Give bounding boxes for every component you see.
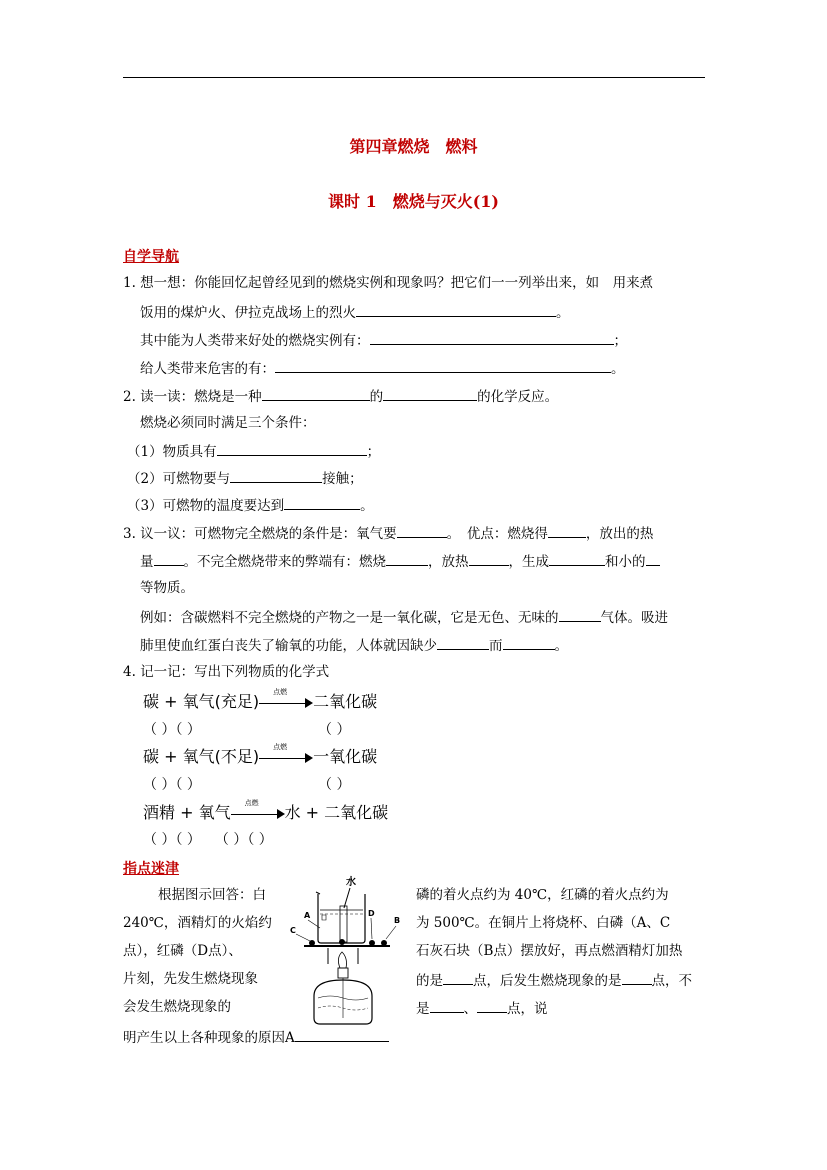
chapter-title: 第四章燃烧 燃料 <box>349 137 478 156</box>
q3-line1-text: 3. 议一议：可燃物完全燃烧的条件是：氧气要 <box>123 526 397 542</box>
eq1-reactants: 碳 + 氧气(充足) <box>143 692 260 711</box>
eq2-parens-right[interactable]: （ ） <box>318 777 351 793</box>
eq3-products: 水 + 二氧化碳 <box>284 803 389 822</box>
q3-line2-text: 量 <box>140 554 154 570</box>
fig-label-water: 水 <box>346 877 356 888</box>
eq1-parens-left[interactable]: （ ）（ ） <box>143 722 201 738</box>
q2-cond1-text: （1）物质具有 <box>127 444 217 460</box>
tips-right-line1: 磷的着火点约为 40℃，红磷的着火点约为 <box>416 887 669 903</box>
eq3-reactants: 酒精 + 氧气 <box>143 803 231 822</box>
eq3-parens[interactable]: （ ）（ ） （ ）（ ） <box>143 832 273 848</box>
q2-line1-text: 2. 读一读：燃烧是一种 <box>123 389 262 405</box>
blank-q3-small[interactable] <box>646 551 660 566</box>
blank-q3-gas[interactable] <box>559 607 601 622</box>
blank-no-burn-2[interactable] <box>477 998 507 1013</box>
tips-right5-a: 是 <box>416 1001 430 1017</box>
equation-1 <box>143 689 377 712</box>
blank-q1-beneficial[interactable] <box>370 330 614 345</box>
tips-right-line5 <box>416 998 548 1018</box>
tips-right5-b: 、 <box>463 1001 477 1017</box>
q3-line5-text: 肺里使血红蛋白丧失了输氧的功能，人体就因缺少 <box>140 638 437 654</box>
eq1-parens-right[interactable]: （ ） <box>318 722 351 738</box>
q3-line1 <box>123 523 653 543</box>
fig-label-A: A <box>304 911 311 920</box>
blank-q2-b[interactable] <box>383 386 477 401</box>
blank-q3-lack[interactable] <box>437 635 489 650</box>
q2-cond1 <box>127 441 380 461</box>
reaction-arrow-icon <box>231 798 285 821</box>
q3-line1-end: ，放出的热 <box>585 526 654 542</box>
q3-line1-mid: 。 优点：燃烧得 <box>446 526 548 542</box>
q3-line2 <box>140 551 660 571</box>
section-heading-tips: 指点迷津 <box>123 861 179 877</box>
blank-q1-examples[interactable] <box>356 302 556 317</box>
q2-line1-end: 的化学反应。 <box>477 389 559 405</box>
q2-line1 <box>123 386 558 406</box>
blank-q3-burn[interactable] <box>548 523 586 538</box>
q1-line3-text: 其中能为人类带来好处的燃烧实例有： <box>140 333 370 349</box>
q3-line2-d: ，生成 <box>508 554 549 570</box>
q1-line3-end: ； <box>613 333 627 349</box>
q3-line2-e: 和小的 <box>605 554 646 570</box>
tips-left-line3: 点），红磷（D点）、 <box>123 943 242 959</box>
reaction-arrow-icon <box>259 742 313 765</box>
q2-line2: 燃烧必须同时满足三个条件： <box>140 415 316 431</box>
tips-left-line1: 根据图示回答：白 <box>158 887 266 903</box>
q2-cond2 <box>127 468 363 488</box>
tips-right4-c: 点，不 <box>651 973 692 989</box>
eq2-parens-left[interactable]: （ ）（ ） <box>143 777 201 793</box>
blank-q3-burn2[interactable] <box>386 551 428 566</box>
blank-q3-result[interactable] <box>503 635 555 650</box>
q3-line4 <box>140 607 668 627</box>
tips-right-line3: 石灰石块（B点）摆放好，再点燃酒精灯加热 <box>416 943 683 959</box>
tips-right4-a: 的是 <box>416 973 443 989</box>
equation-2 <box>143 744 377 767</box>
q3-line4-end: 气体。吸进 <box>600 610 668 626</box>
tips-last-text: 明产生以上各种现象的原因A <box>123 1030 295 1046</box>
blank-q3-produce[interactable] <box>549 551 605 566</box>
fig-label-B: B <box>394 916 401 925</box>
blank-q3-heat2[interactable] <box>469 551 509 566</box>
q1-line2 <box>140 302 570 322</box>
blank-q1-harmful[interactable] <box>275 358 611 373</box>
q2-cond2-text: （2）可燃物要与 <box>127 471 231 487</box>
q3-line5 <box>140 635 568 655</box>
q3-line2-c: ，放热 <box>428 554 469 570</box>
tips-right-line2: 为 500℃。在铜片上将烧杯、白磷（A、C <box>416 915 671 931</box>
equation-3 <box>143 800 388 823</box>
eq2-reactants: 碳 + 氧气(不足) <box>143 747 260 766</box>
q1-line3 <box>140 330 627 350</box>
tips-left-line4: 片刻，先发生燃烧现象 <box>123 971 258 987</box>
q2-line1-mid: 的 <box>369 389 384 405</box>
fig-label-D: D <box>368 909 375 918</box>
q3-line3: 等物质。 <box>140 580 194 596</box>
q1-line1: 1. 想一想：你能回忆起曾经见到的燃烧实例和现象吗？把它们一一列举出来，如 用来煮 <box>123 275 654 291</box>
eq3-condition: 点燃 <box>244 798 259 807</box>
blank-q2-cond1[interactable] <box>217 441 367 456</box>
blank-q2-cond2[interactable] <box>230 468 322 483</box>
q2-cond3-text: （3）可燃物的温度要达到 <box>127 498 285 514</box>
q3-line4-text: 例如：含碳燃料不完全燃烧的产物之一是一氧化碳，它是无色、无味的 <box>140 610 559 626</box>
blank-q3-heat[interactable] <box>154 551 184 566</box>
q3-line5-mid: 而 <box>489 638 503 654</box>
q1-line2-end: 。 <box>556 305 570 321</box>
blank-q2-a[interactable] <box>262 386 370 401</box>
tips-left-line2: 240℃，酒精灯的火焰约 <box>123 915 272 931</box>
blank-q3-oxygen[interactable] <box>397 523 447 538</box>
section-heading-self-study: 自学导航 <box>123 249 179 265</box>
tips-last-line <box>123 1027 389 1047</box>
blank-q2-cond3[interactable] <box>284 495 360 510</box>
tips-right-line4 <box>416 970 692 990</box>
q3-line5-end: 。 <box>554 638 568 654</box>
blank-later-burn[interactable] <box>622 970 652 985</box>
q2-cond3 <box>127 495 374 515</box>
q1-line4-text: 给人类带来危害的有： <box>140 361 275 377</box>
eq1-condition: 点燃 <box>273 687 288 696</box>
q2-cond1-end: ； <box>366 444 381 460</box>
tips-left-line5: 会发生燃烧现象的 <box>123 999 231 1015</box>
experiment-diagram <box>284 868 410 1030</box>
fig-label-C: C <box>290 926 296 935</box>
eq2-condition: 点燃 <box>273 742 288 751</box>
eq1-product: 二氧化碳 <box>313 692 378 711</box>
blank-no-burn-1[interactable] <box>430 998 464 1013</box>
q2-cond2-end: 接触； <box>322 471 363 487</box>
q3-line2-b: 。不完全燃烧带来的弊端有：燃烧 <box>183 554 386 570</box>
tips-right5-c: 点，说 <box>507 1001 548 1017</box>
tips-right4-b: 点，后发生燃烧现象的是 <box>473 973 622 989</box>
q1-line2-text: 饭用的煤炉火、伊拉克战场上的烈火 <box>140 305 356 321</box>
q1-line4 <box>140 358 625 378</box>
blank-first-burn[interactable] <box>443 970 473 985</box>
eq2-product: 一氧化碳 <box>313 747 378 766</box>
q4-line1: 4. 记一记：写出下列物质的化学式 <box>123 664 330 680</box>
lesson-title: 课时 1 燃烧与灭火(1) <box>328 192 499 211</box>
header-rule <box>123 77 705 78</box>
q2-cond3-end: 。 <box>360 498 374 514</box>
reaction-arrow-icon <box>259 687 313 710</box>
q1-line4-end: 。 <box>611 361 625 377</box>
